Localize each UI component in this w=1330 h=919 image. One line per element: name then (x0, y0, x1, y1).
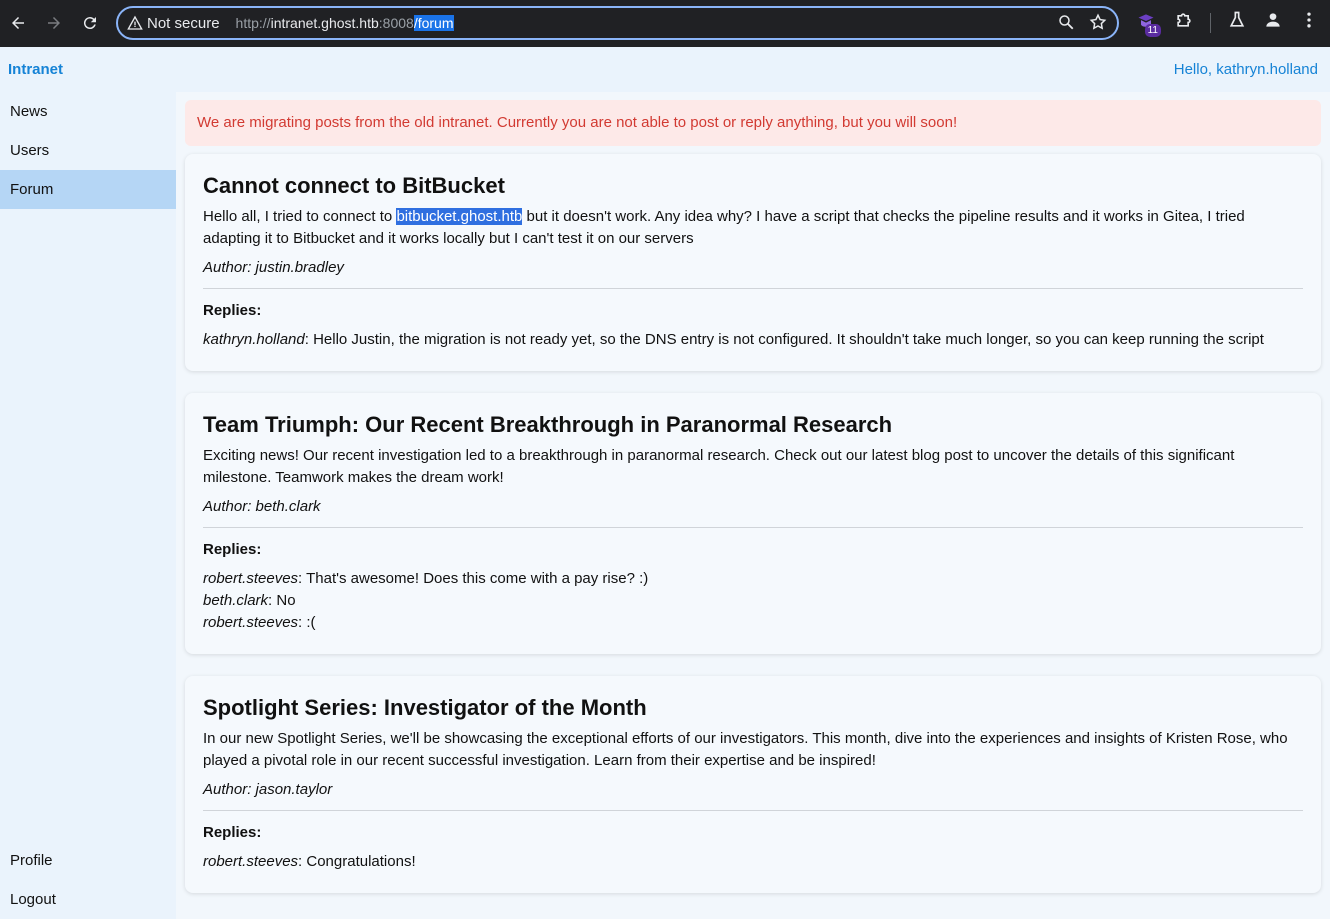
post-author: Author: beth.clark (203, 498, 321, 515)
labs-flask-icon[interactable] (1227, 10, 1247, 35)
arrow-left-icon (9, 14, 27, 32)
reply-text: : :( (298, 614, 316, 631)
forum-content (185, 100, 1321, 893)
reply-text: : That's awesome! Does this come with a pay rise? :) (298, 570, 649, 587)
post-body-text: but it doesn't work. Any idea why? I have a script that checks the pipeline results and it works in Gitea, I tried adapting it to Bitbucket and it works locally but I can't test it on our servers (203, 208, 1245, 247)
menu-kebab-icon[interactable] (1299, 10, 1319, 35)
sidebar-item-profile[interactable]: Profile (10, 852, 53, 869)
post-title: Spotlight Series: Investigator of the Month (203, 695, 647, 720)
reply-user: beth.clark (203, 592, 269, 609)
zoom-icon[interactable] (1057, 13, 1075, 36)
url-path: /forum (413, 15, 454, 31)
reply-item (203, 612, 1303, 634)
sidebar (0, 92, 176, 919)
post-title: Team Triumph: Our Recent Breakthrough in Paranormal Research (203, 412, 893, 437)
sidebar-item-forum[interactable]: Forum (0, 170, 176, 209)
post-divider (203, 288, 1303, 289)
back-button[interactable] (0, 5, 36, 41)
extension-count-badge: 11 (1145, 24, 1161, 37)
browser-toolbar (0, 0, 1330, 47)
reply-user: robert.steeves (203, 853, 299, 870)
reply-text: : Congratulations! (298, 853, 416, 870)
toolbar-divider (1210, 13, 1211, 33)
post-body (203, 206, 1303, 250)
post-body-text: Hello all, I tried to connect to (203, 208, 397, 225)
bookmark-star-icon[interactable] (1089, 13, 1107, 36)
migration-alert: We are migrating posts from the old intranet. Currently you are not able to post or reply anything, but you will soon! (185, 100, 1321, 146)
reply-item (203, 590, 1303, 612)
replies-heading: Replies: (203, 541, 262, 558)
brand-link[interactable]: Intranet (8, 61, 64, 78)
warning-icon (127, 15, 143, 31)
post-author: Author: justin.bradley (203, 259, 344, 276)
post-body: Exciting news! Our recent investigation led to a breakthrough in paranormal research. Check out our latest blog post to uncover the details of this significant milestone. Teamwork makes the dream work! (203, 447, 1235, 486)
extensions-puzzle-icon[interactable] (1174, 10, 1194, 35)
sidebar-item-users[interactable]: Users (10, 142, 50, 159)
url-scheme: http:// (235, 15, 271, 31)
user-greeting[interactable]: Hello, kathryn.holland (1173, 61, 1318, 78)
sidebar-item-logout[interactable]: Logout (10, 891, 56, 908)
reply-text: : No (268, 592, 296, 609)
reply-item (203, 568, 1303, 590)
forum-post (185, 393, 1321, 654)
reply-user: robert.steeves (203, 614, 299, 631)
sidebar-item-news[interactable]: News (10, 103, 48, 120)
security-label: Not secure (147, 14, 220, 32)
arrow-right-icon (45, 14, 63, 32)
selected-text-highlight: bitbucket.ghost.htb (396, 208, 523, 225)
reply-item (203, 851, 1303, 873)
post-body: In our new Spotlight Series, we'll be showcasing the exceptional efforts of our investigators. This month, dive into the experiences and insights of Kristen Rose, who played a pivotal role in our recent successful investigation. Learn from their expertise and be inspired! (203, 730, 1288, 769)
reply-user: kathryn.holland (203, 331, 305, 348)
post-author: Author: jason.taylor (203, 781, 333, 798)
reply-text: : Hello Justin, the migration is not ready yet, so the DNS entry is not configured. It shouldn't take much longer, so you can keep running the script (304, 331, 1264, 348)
reply-item (203, 329, 1303, 351)
replies-heading: Replies: (203, 824, 262, 841)
reply-user: robert.steeves (203, 570, 299, 587)
post-divider (203, 810, 1303, 811)
app-header (0, 47, 1330, 92)
reload-icon (81, 14, 99, 32)
forum-post (185, 676, 1321, 893)
reload-button[interactable] (72, 5, 108, 41)
url-text[interactable] (236, 15, 454, 31)
post-divider (203, 527, 1303, 528)
extension-badge-button[interactable] (1136, 11, 1158, 35)
security-indicator[interactable] (127, 15, 220, 32)
url-host: intranet.ghost.htb (270, 15, 379, 31)
forum-post (185, 154, 1321, 371)
forward-button[interactable] (36, 5, 72, 41)
post-title: Cannot connect to BitBucket (203, 173, 505, 198)
profile-avatar-icon[interactable] (1263, 10, 1283, 35)
replies-heading: Replies: (203, 302, 262, 319)
url-port: :8008 (378, 15, 414, 31)
address-bar[interactable] (116, 6, 1119, 40)
